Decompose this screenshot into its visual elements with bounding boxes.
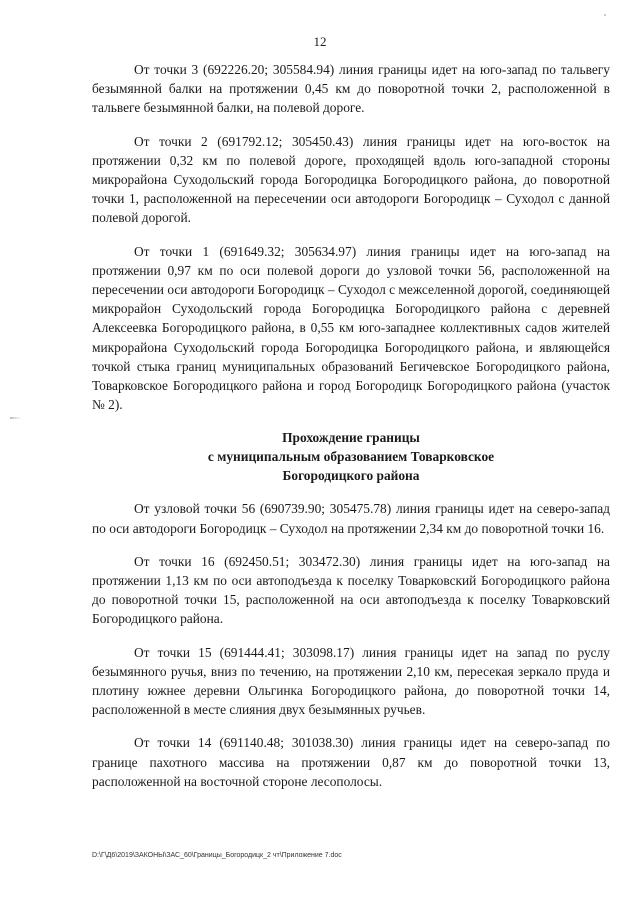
document-body [92, 60, 610, 805]
paragraph-point-16: От точки 16 (692450.51; 303472.30) линия границы идет на юго-запад на протяжении 1,13 км по оси автоподъезда к поселку Товарковский Богородицкого района до поворотной точки 15, расположенной на оси автоподъезда к поселку Товарковский Богородицкого района. [92, 553, 610, 627]
scan-speck [604, 14, 606, 16]
paragraph-point-1: От точки 1 (691649.32; 305634.97) линия границы идет на юго-запад на протяжении 0,97 км по оси полевой дороги до узловой точки 56, расположенной на пересечении оси автодороги Богородицк – Суходол с межселенной дорогой, соединяющей микрорайон Суходольский города Богородицка Богородицкого района с деревней Алексеевка Богородицкого района, в 0,55 км юго-западнее коллективных садов жителей микрорайона Суходольский города Богородицка Богородицкого района, и являющейся точкой стыка границ муниципальных образований Бегичевское Богородицкого района, Товарковское Богородицкого района и город Богородицк Богородицкого района (участок № 2). [92, 243, 610, 413]
heading-line-3: Богородицкого района [282, 468, 420, 484]
paragraph-point-56: От узловой точки 56 (690739.90; 305475.78) линия границы идет на северо-запад по оси автодороги Богородицк – Суходол на протяжении 2,34 км до поворотной точки 16. [92, 501, 610, 536]
heading-line-1: Прохождение границы [282, 430, 420, 446]
heading-line-2: с муниципальным образованием Товарковское [207, 449, 495, 465]
page-number: 12 [313, 34, 327, 49]
paragraph-point-3: От точки 3 (692226.20; 305584.94) линия границы идет на юго-запад по тальвегу безымянной балки на протяжении 0,45 км до поворотной точки 2, расположенной в тальвеге безымянной балки, на полевой дороге. [92, 62, 610, 116]
paragraph-point-14: От точки 14 (691140.48; 301038.30) линия границы идет на северо-запад по границе пахотного массива на протяжении 0,87 км до поворотной точки 13, расположенной на восточной стороне лесополосы. [92, 735, 610, 789]
paragraph-point-15: От точки 15 (691444.41; 303098.17) линия границы идет на запад по руслу безымянного ручья, вниз по течению, на протяжении 2,10 км, пересекая зеркало пруда и плотину южнее деревни Ольгинка Богородицкого района, до поворотной точки 14, расположенной в месте слияния двух безымянных ручьев. [92, 644, 610, 718]
file-path-footer: D:\Г\Д6\2019\ЗАКОНЫ\ЗАС_60\Границы_Богородицк_2 чт\Приложение 7.doc [92, 852, 342, 859]
section-heading [92, 428, 610, 485]
paragraph-point-2: От точки 2 (691792.12; 305450.43) линия границы идет на юго-восток на протяжении 0,32 км по полевой дороге, проходящей вдоль юго-западной стороны микрорайона Суходольский города Богородицка Богородицкого района, до поворотной точки 1, расположенной на пересечении оси автодороги Богородицк – Суходол с данной полевой дорогой. [92, 133, 610, 226]
scan-mark [10, 417, 22, 419]
